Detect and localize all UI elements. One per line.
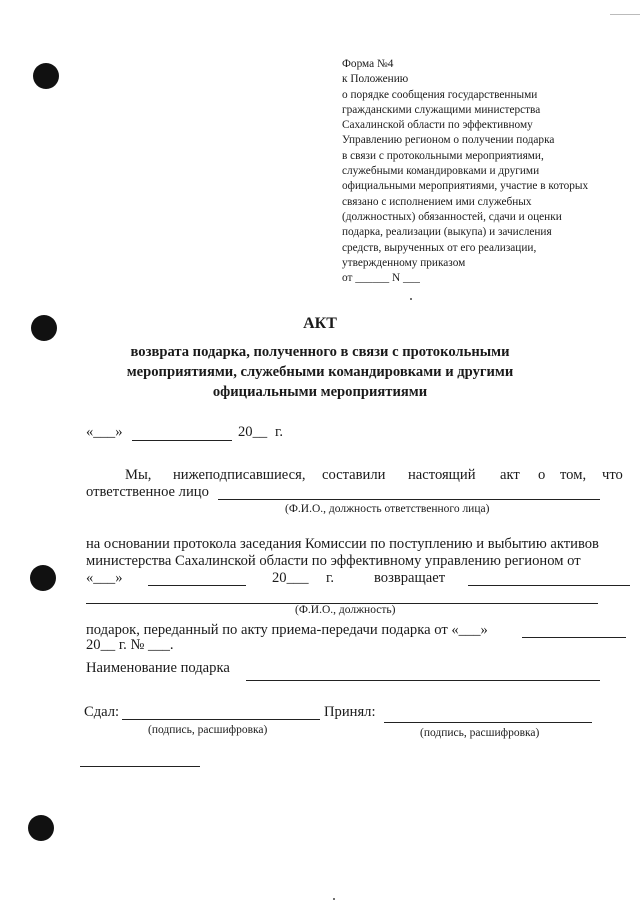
header-line: Форма №4 [342, 58, 394, 70]
protocol-date-year: 20___ [272, 570, 309, 586]
returns-to-blank [468, 585, 630, 586]
protocol-date-g: г. [326, 570, 334, 586]
gift-name-blank [246, 680, 600, 681]
header-line: о порядке сообщения государственными [342, 88, 538, 101]
p3-line: подарок, переданный по акту приема-передачи подарка от «___» [86, 622, 488, 638]
date-year-suffix: г. [275, 424, 283, 440]
protocol-date-month-blank [148, 585, 246, 586]
form-header-block [342, 57, 588, 286]
p1-word: о [538, 467, 546, 483]
header-line: Сахалинской области по эффективному [342, 119, 533, 132]
header-line: от ______ N ___ [342, 272, 420, 285]
handed-signature-caption: (подпись, расшифровка) [148, 724, 268, 736]
header-line: средств, вырученных от его реализации, [342, 241, 537, 254]
header-line: гражданскими служащими министерства [342, 103, 541, 116]
transfer-act-date-blank [522, 637, 626, 638]
responsible-person-label: ответственное лицо [86, 484, 209, 500]
returns-verb: возвращает [374, 570, 446, 586]
responsible-person-blank [218, 499, 600, 500]
header-line: связано с исполнением ими служебных [342, 195, 532, 208]
responsible-person-caption: (Ф.И.О., должность ответственного лица) [285, 503, 490, 515]
binder-hole [30, 565, 56, 591]
page-corner-mark [610, 0, 640, 15]
p1-word: Мы, [125, 467, 152, 483]
header-line: подарка, реализации (выкупа) и зачисления [342, 226, 552, 239]
accepted-label: Принял: [324, 704, 376, 720]
document-subtitle-line: официальными мероприятиями [212, 384, 428, 400]
protocol-date-day: «___» [86, 570, 123, 586]
p3-line: 20__ г. № ___. [86, 637, 174, 653]
document-subtitle-line: мероприятиями, служебными командировками и другими [126, 364, 514, 380]
p1-word: настоящий [408, 467, 476, 483]
p2-line: министерства Сахалинской области по эффективному управлению регионом от [86, 553, 581, 569]
document-title: АКТ [303, 315, 337, 332]
recipient-fio-caption: (Ф.И.О., должность) [295, 604, 396, 616]
handed-signature-blank [122, 719, 320, 720]
accepted-signature-caption: (подпись, расшифровка) [420, 727, 540, 739]
p1-word: составили [322, 467, 386, 483]
header-line: Управлению регионом о получении подарка [342, 134, 555, 147]
footnote-separator [80, 766, 200, 767]
header-line: (должностных) обязанностей, сдачи и оценки [342, 210, 562, 223]
date-month-blank [132, 440, 232, 441]
p1-word: акт [500, 467, 520, 483]
accepted-signature-blank [384, 722, 592, 723]
p2-line: на основании протокола заседания Комиссии по поступлению и выбытию активов [86, 536, 599, 552]
binder-hole [33, 63, 59, 89]
document-subtitle-line: возврата подарка, полученного в связи с протокольными [130, 344, 510, 360]
scan-speck [410, 298, 412, 300]
date-year-field: 20__ [238, 424, 268, 440]
header-line: служебными командировками и другими [342, 165, 540, 178]
header-line: к Положению [342, 73, 409, 86]
header-line: в связи с протокольными мероприятиями, [342, 149, 544, 162]
p1-word: что [602, 467, 623, 483]
header-line: официальными мероприятиями, участие в которых [342, 180, 589, 193]
date-day-field: «___» [86, 424, 123, 440]
gift-name-label: Наименование подарка [86, 660, 230, 676]
handed-label: Сдал: [84, 704, 120, 720]
scan-speck [333, 898, 335, 900]
p1-word: нижеподписавшиеся, [173, 467, 306, 483]
p1-word: том, [560, 467, 587, 483]
header-line: утвержденному приказом [342, 256, 466, 269]
binder-hole [28, 815, 54, 841]
